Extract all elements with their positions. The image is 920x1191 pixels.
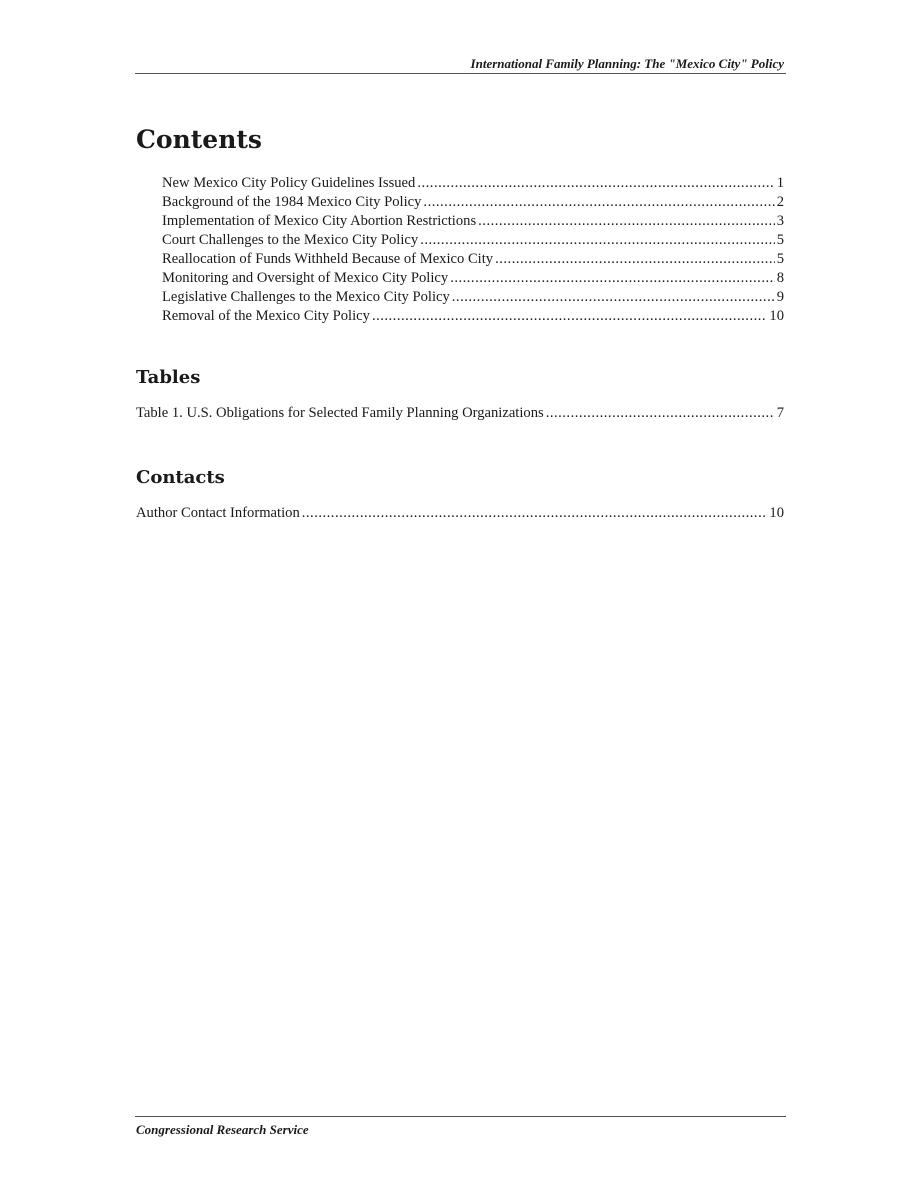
toc-entry-page: 1 [776, 175, 784, 191]
contacts-list [136, 504, 784, 523]
toc-entry-page: 3 [776, 213, 784, 229]
toc-entry[interactable] [136, 504, 784, 523]
toc-entry-page: 10 [769, 308, 784, 324]
tables-list [136, 404, 784, 423]
toc-entry[interactable] [162, 212, 784, 231]
dot-leader [452, 288, 775, 307]
toc-entry-title: Background of the 1984 Mexico City Policy [162, 194, 422, 210]
running-footer [135, 1116, 786, 1137]
footer-source: Congressional Research Service [136, 1122, 309, 1137]
dot-leader [423, 193, 774, 212]
toc-entry[interactable] [136, 404, 784, 423]
dot-leader [546, 404, 775, 423]
toc-entry[interactable] [162, 250, 784, 269]
dot-leader [372, 307, 767, 326]
dot-leader [495, 250, 775, 269]
toc-entry[interactable] [162, 288, 784, 307]
toc-entry-page: 10 [769, 505, 784, 521]
toc-entry-title: Author Contact Information [136, 505, 300, 521]
tables-heading: Tables [136, 367, 201, 388]
toc-entry-page: 2 [776, 194, 784, 210]
toc-entry-title: Legislative Challenges to the Mexico City Policy [162, 289, 450, 305]
toc-entry-title: Monitoring and Oversight of Mexico City Policy [162, 270, 449, 286]
running-header [135, 56, 786, 74]
toc-entry-title: New Mexico City Policy Guidelines Issued [162, 175, 416, 191]
toc-entry[interactable] [162, 231, 784, 250]
dot-leader [420, 231, 775, 250]
toc-entry[interactable] [162, 307, 784, 326]
toc-entry-page: 7 [776, 405, 784, 421]
dot-leader [417, 174, 774, 193]
contents-heading: Contents [136, 125, 263, 154]
toc-entry-title: Implementation of Mexico City Abortion Restrictions [162, 213, 477, 229]
dot-leader [478, 212, 775, 231]
dot-leader [450, 269, 775, 288]
toc-entry-page: 8 [776, 270, 784, 286]
toc-entry[interactable] [162, 174, 784, 193]
contents-list [162, 174, 784, 326]
dot-leader [302, 504, 768, 523]
toc-entry-page: 9 [776, 289, 784, 305]
toc-entry-page: 5 [776, 232, 784, 248]
toc-entry-page: 5 [776, 251, 784, 267]
toc-entry-title: Court Challenges to the Mexico City Policy [162, 232, 419, 248]
toc-entry-title: Removal of the Mexico City Policy [162, 308, 370, 324]
running-header-title: International Family Planning: The "Mexico City" Policy [470, 56, 784, 71]
toc-entry[interactable] [162, 269, 784, 288]
toc-entry[interactable] [162, 193, 784, 212]
toc-entry-title: Table 1. U.S. Obligations for Selected Family Planning Organizations [136, 405, 544, 421]
contacts-heading: Contacts [136, 467, 225, 488]
toc-entry-title: Reallocation of Funds Withheld Because of Mexico City [162, 251, 494, 267]
